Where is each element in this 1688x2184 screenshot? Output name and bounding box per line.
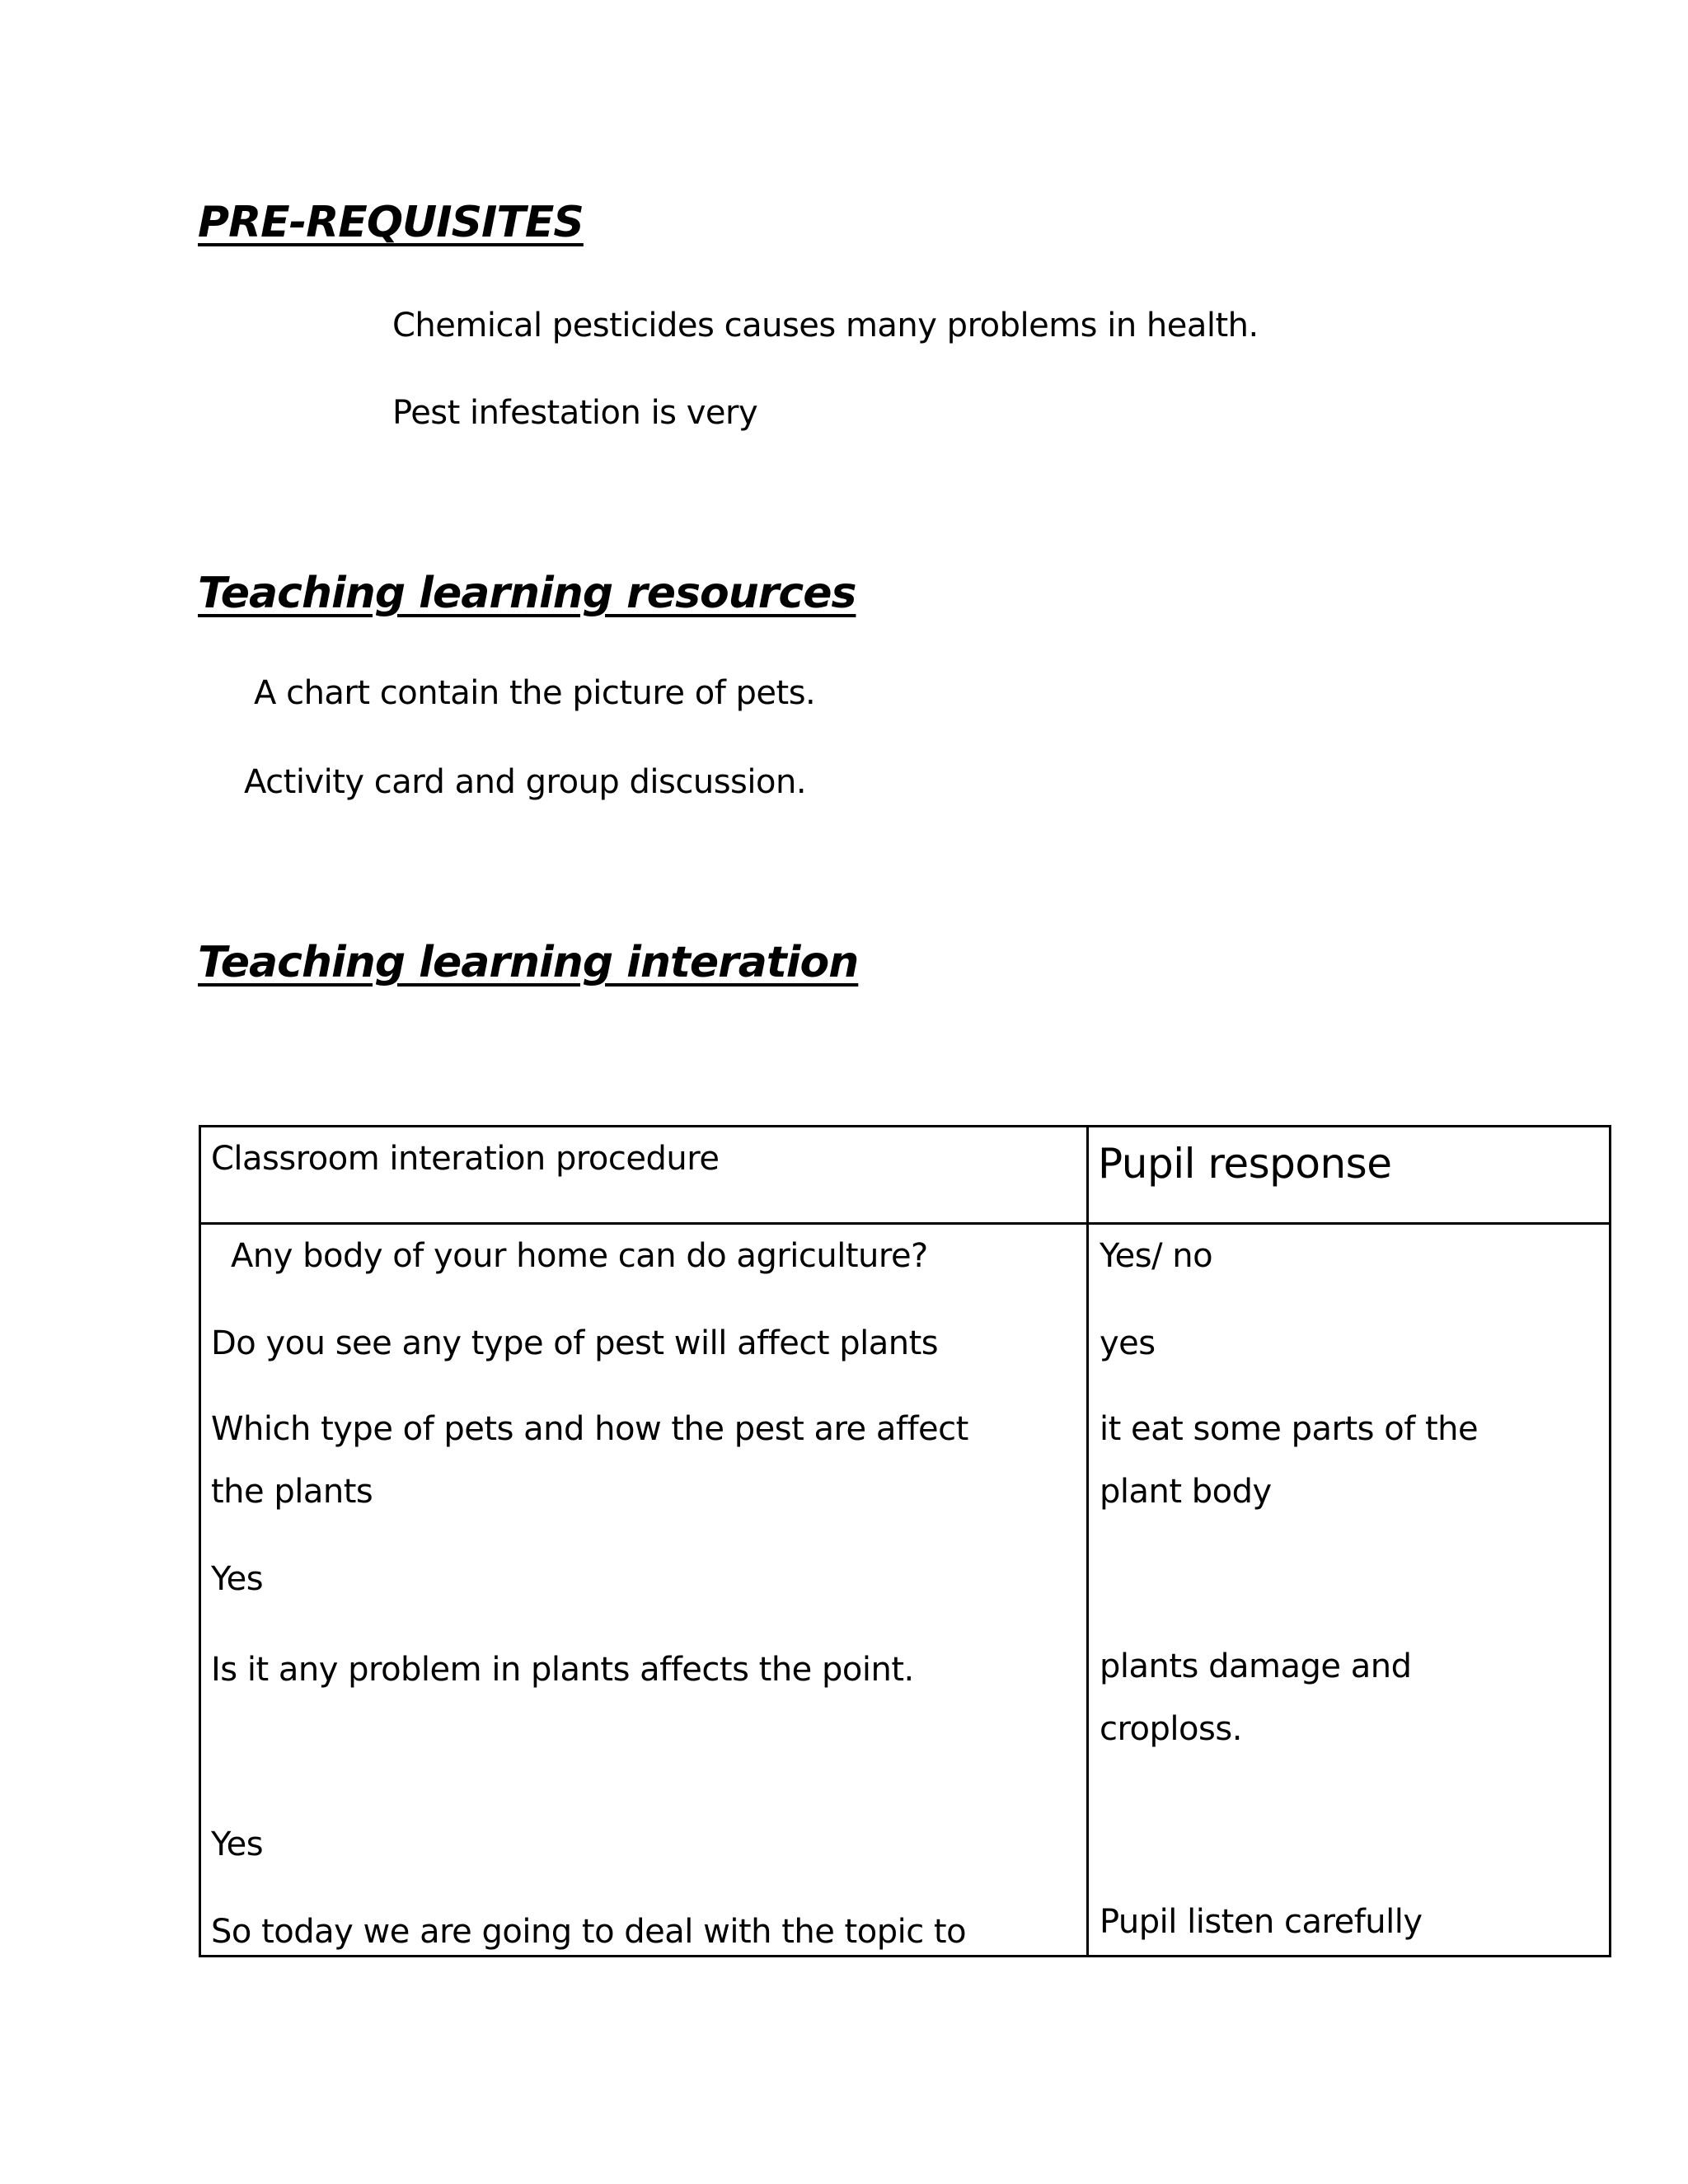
procedure-line: So today we are going to deal with the topic to xyxy=(211,1913,967,1951)
response-line: croploss. xyxy=(1100,1710,1242,1748)
response-line: it eat some parts of the xyxy=(1100,1410,1479,1448)
table-column-divider xyxy=(1086,1127,1089,1955)
procedure-line: Which type of pets and how the pest are affect xyxy=(211,1410,968,1448)
interaction-table xyxy=(199,1125,1611,1957)
procedure-line: Do you see any type of pest will affect plants xyxy=(211,1324,939,1362)
response-line: plants damage and xyxy=(1100,1647,1412,1685)
table-header-response: Pupil response xyxy=(1098,1140,1392,1188)
procedure-line: Yes xyxy=(211,1825,264,1863)
procedure-line: Yes xyxy=(211,1560,264,1598)
response-line: yes xyxy=(1100,1324,1156,1362)
resource-line-1: A chart contain the picture of pets. xyxy=(254,674,816,712)
response-line: plant body xyxy=(1100,1473,1272,1511)
prerequisites-heading: PRE-REQUISITES xyxy=(198,198,584,247)
procedure-line: the plants xyxy=(211,1473,373,1511)
response-line: Pupil listen carefully xyxy=(1100,1903,1423,1941)
resource-line-2: Activity card and group discussion. xyxy=(244,763,807,801)
prerequisite-line-2: Pest infestation is very xyxy=(392,394,758,432)
interaction-heading: Teaching learning interation xyxy=(198,938,859,987)
table-header-procedure: Classroom interation procedure xyxy=(211,1140,720,1178)
resources-heading: Teaching learning resources xyxy=(198,569,856,618)
procedure-line: Any body of your home can do agriculture? xyxy=(231,1237,928,1275)
procedure-line: Is it any problem in plants affects the point. xyxy=(211,1651,914,1689)
response-line: Yes/ no xyxy=(1100,1237,1213,1275)
prerequisite-line-1: Chemical pesticides causes many problems in health. xyxy=(392,307,1259,344)
